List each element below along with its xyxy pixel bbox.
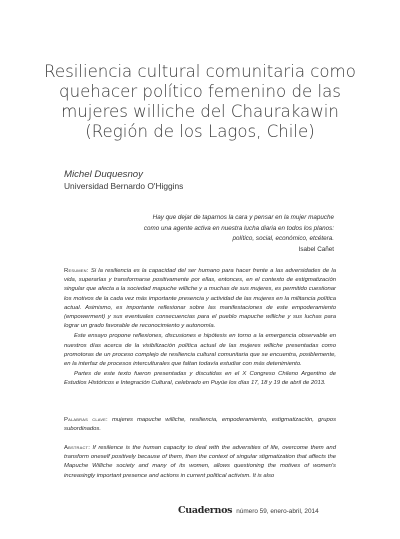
english-abstract	[64, 444, 336, 481]
journal-logo: Cuadernos	[178, 505, 233, 516]
keywords-text: mujeres mapuche williche, resiliencia, empoderamiento, estigmatización, grupos subordinados.	[64, 417, 337, 433]
article-title: Resiliencia cultural comunitaria como quehacer político femenino de las mujeres williche del Chaurakawin (Región de los Lagos, Chile)	[44, 62, 356, 141]
abstract-label: Resumen:	[64, 268, 89, 274]
epigraph-line: político, social, económico, etcétera.	[232, 235, 334, 243]
epigraph-line: como una agente activa en nuestra lucha diaria en todos los planos:	[143, 224, 334, 232]
epigraph	[34, 213, 334, 255]
keywords-label: Palabras clave:	[64, 417, 108, 423]
issue-info: número 59, enero-abril, 2014	[236, 508, 319, 515]
author-name: Michel Duquesnoy	[64, 169, 143, 180]
abstract-text: Si la resiliencia es la capacidad del ser humano para hacer frente a las adversidades de la vida, superarlas y transformarse positivamente por ellas, entonces, en el contexto de estigmatización singular que afecta a la sociedad mapuche williche y a muchas de sus mujeres, es permitido cuestionar los motivos de la cada vez más importante presencia y actividad de las mujeres en la militancia política actual. Asimismo, es importante reflexionar sobre las manifestaciones de este empoderamiento (empowerment) y sus eventuales consecuencias para el pueblo mapuche williche y sus luchas para lograr un grado favorable de reconocimiento y autonomía.	[64, 268, 337, 330]
epigraph-line: Hay que dejar de taparnos la cara y pensar en la mujer mapuche	[152, 214, 334, 221]
page-footer	[178, 505, 319, 516]
author-affiliation: Universidad Bernardo O'Higgins	[64, 181, 184, 191]
english-abstract-text: If resilience is the human capacity to deal with the adversities of life, overcome them and transform oneself positively because of them, then the context of singular stigmatization that affects the Mapuche Williche society and many of its women, allows questioning the motives of women's increasingly important presence and actions in current political activism. It is also	[64, 445, 336, 479]
english-abstract-label: Abstract:	[64, 445, 91, 451]
keywords	[64, 416, 336, 434]
abstract-paragraph: Este ensayo propone reflexiones, discusiones e hipótesis en torno a la emergencia observable en nuestros días acerca de la visibilización política actual de las mujeres williche presentadas como promotoras de un proceso complejo de resiliencia cultural comunitaria que se encuentra, posiblemente, en la interfaz de procesos interculturales que faltan todavía estudiar con más detenimiento.	[64, 333, 336, 368]
abstract-paragraph: Partes de este texto fueron presentadas y discutidas en el X Congreso Chileno Argentino de Estudios Históricos e Integración Cultural, celebrado en Puyúe los días 17, 18 y 19 de abril de 2013.	[64, 371, 336, 387]
spanish-abstract	[64, 267, 336, 389]
abstract-paragraph	[64, 267, 336, 331]
epigraph-source: Isabel Cañet	[298, 245, 334, 253]
